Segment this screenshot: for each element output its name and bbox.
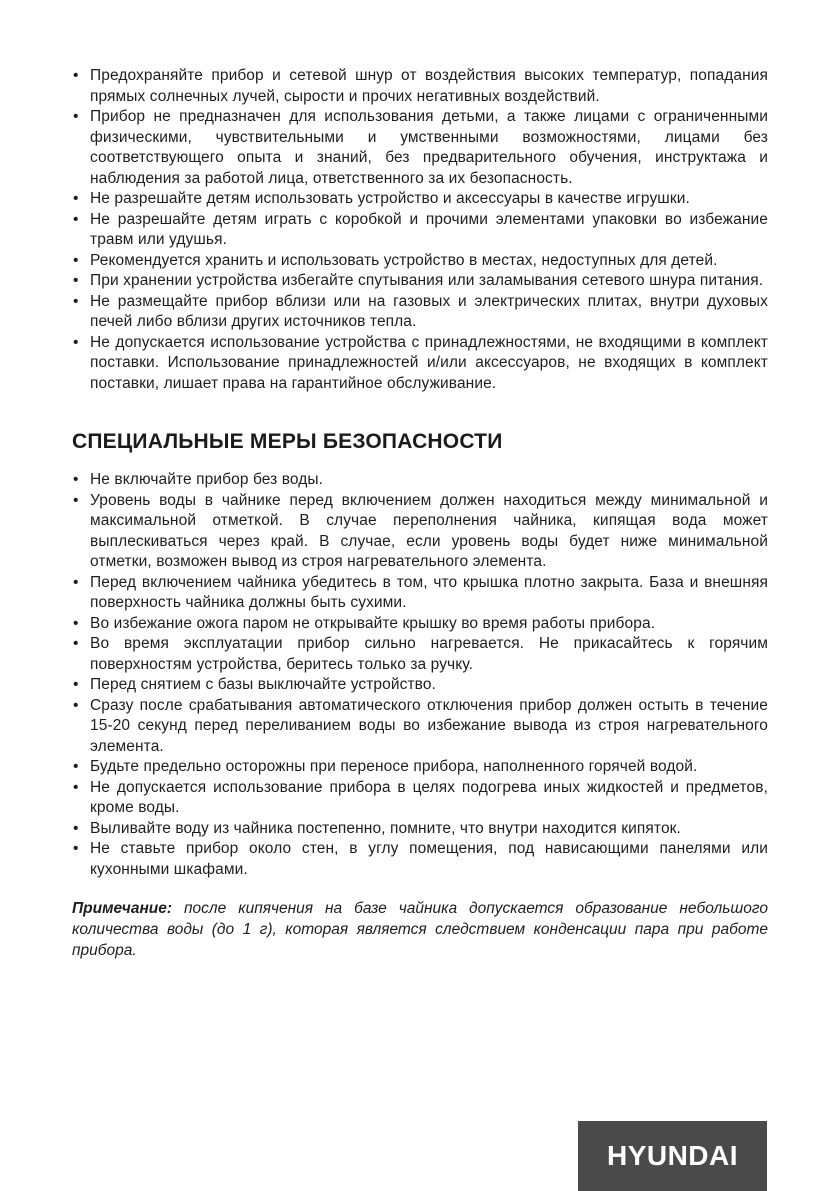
list-item: • Не допускается использование прибора в целях подогрева иных жидкостей и предметов, кроме воды. bbox=[72, 778, 768, 819]
note-label: Примечание: bbox=[72, 900, 173, 917]
list-item: • Перед включением чайника убедитесь в том, что крышка плотно закрыта. База и внешняя поверхность чайника должны быть сухими. bbox=[72, 573, 768, 614]
list-item: • Не разрешайте детям использовать устройство и аксессуары в качестве игрушки. bbox=[72, 189, 768, 210]
manual-page bbox=[72, 66, 768, 977]
list-item: • Перед снятием с базы выключайте устройство. bbox=[72, 675, 768, 696]
special-safety-list bbox=[72, 470, 768, 880]
brand-logo: HYUNDAI bbox=[578, 1121, 767, 1191]
list-item: • Будьте предельно осторожны при переносе прибора, наполненного горячей водой. bbox=[72, 757, 768, 778]
list-item: • Прибор не предназначен для использования детьми, а также лицами с ограниченными физическими, чувствительными и умственными возможностями, лицами без соответствующего опыта и знаний, без предварительного обучения, инструктажа и наблюдения за работой лица, ответственного за их безопасность. bbox=[72, 107, 768, 189]
list-item: • Сразу после срабатывания автоматического отключения прибор должен остыть в течение 15-20 секунд перед переливанием воды во избежание вывода из строя нагревательного элемента. bbox=[72, 696, 768, 758]
list-item: • Выливайте воду из чайника постепенно, помните, что внутри находится кипяток. bbox=[72, 819, 768, 840]
list-item: • Предохраняйте прибор и сетевой шнур от воздействия высоких температур, попадания прямых солнечных лучей, сырости и прочих негативных воздействий. bbox=[72, 66, 768, 107]
note-paragraph bbox=[72, 898, 768, 961]
list-item: • Во время эксплуатации прибор сильно нагревается. Не прикасайтесь к горячим поверхностям устройства, беритесь только за ручку. bbox=[72, 634, 768, 675]
list-item: • При хранении устройства избегайте спутывания или заламывания сетевого шнура питания. bbox=[72, 271, 768, 292]
safety-list bbox=[72, 66, 768, 394]
list-item: • Не допускается использование устройства с принадлежностями, не входящими в комплект поставки. Использование принадлежностей и/или аксессуаров, не входящих в комплект поставки, лишает права на гарантийное обслуживание. bbox=[72, 333, 768, 395]
list-item: • Не включайте прибор без воды. bbox=[72, 470, 768, 491]
list-item: • Не размещайте прибор вблизи или на газовых и электрических плитах, внутри духовых печей либо вблизи других источников тепла. bbox=[72, 292, 768, 333]
list-item: • Не ставьте прибор около стен, в углу помещения, под нависающими панелями или кухонными шкафами. bbox=[72, 839, 768, 880]
list-item: • Не разрешайте детям играть с коробкой и прочими элементами упаковки во избежание травм или удушья. bbox=[72, 210, 768, 251]
list-item: • Уровень воды в чайнике перед включением должен находиться между минимальной и максимальной отметкой. В случае переполнения чайника, кипящая вода может выплескиваться через край. В случае, если уровень воды будет ниже минимальной отметки, возможен вывод из строя нагревательного элемента. bbox=[72, 491, 768, 573]
section-title: СПЕЦИАЛЬНЫЕ МЕРЫ БЕЗОПАСНОСТИ bbox=[72, 430, 503, 453]
list-item: • Во избежание ожога паром не открывайте крышку во время работы прибора. bbox=[72, 614, 768, 635]
list-item: • Рекомендуется хранить и использовать устройство в местах, недоступных для детей. bbox=[72, 251, 768, 272]
note-text: после кипячения на базе чайника допускается образование небольшого количества воды (до 1 г), которая является следствием конденсации пара при работе прибора. bbox=[72, 900, 768, 959]
